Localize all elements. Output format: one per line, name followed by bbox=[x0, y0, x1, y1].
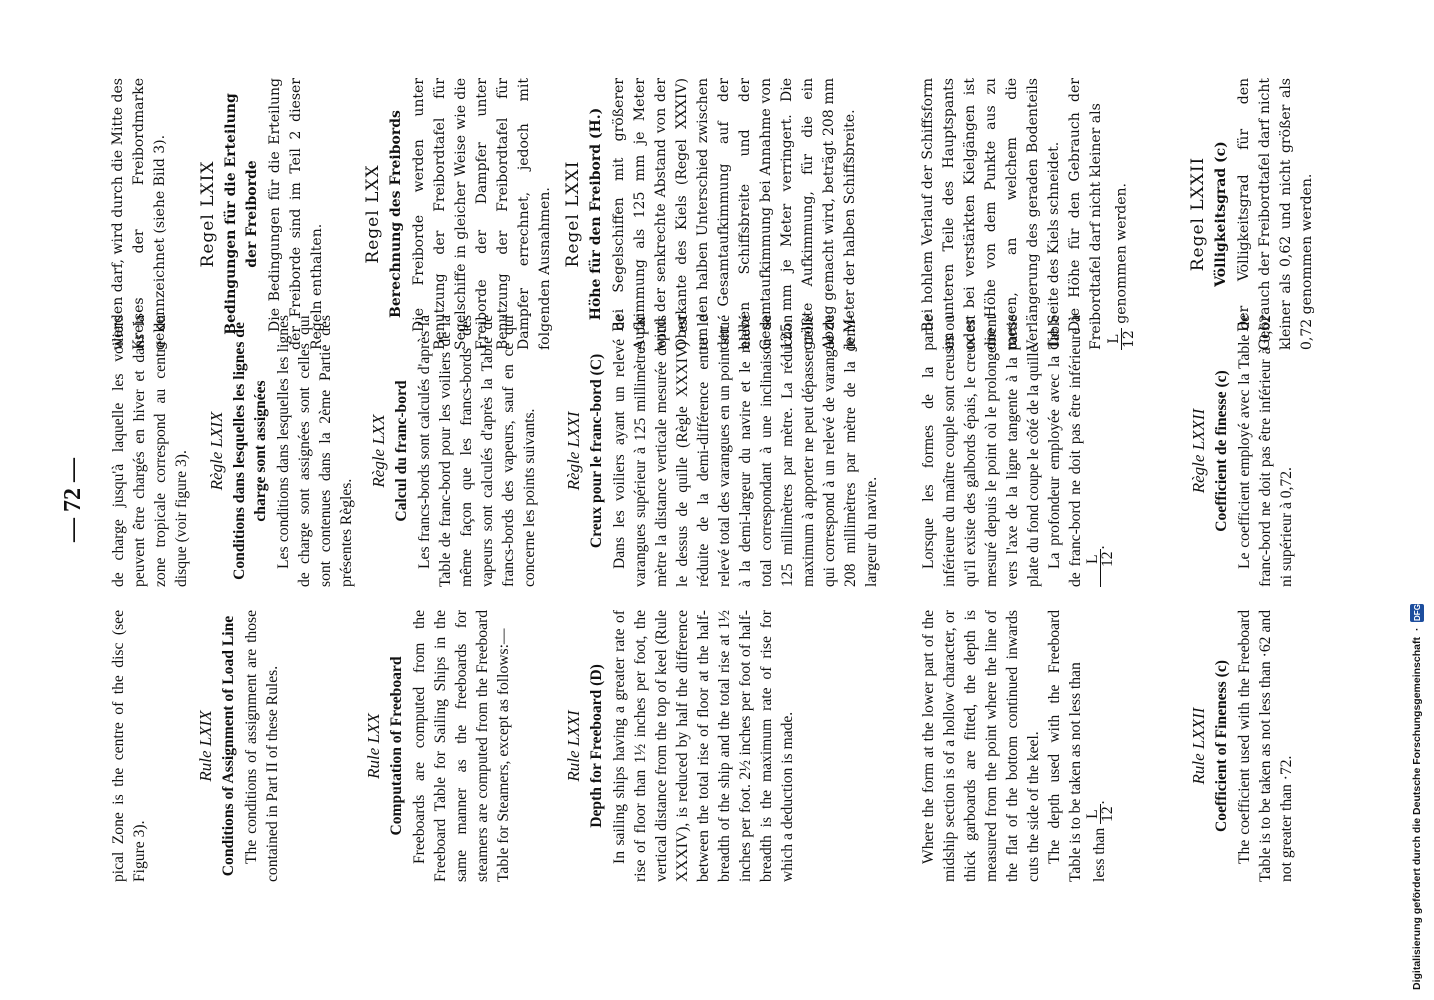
dfg-credit-inner bbox=[1404, 10, 1430, 990]
de-rule-70 bbox=[363, 78, 556, 350]
de-r72-heading: Völligkeitsgrad (c) bbox=[1213, 141, 1229, 287]
de-r71-text3: Die Höhe für den Gebrauch der Freibordtafel darf nicht kleiner als bbox=[1067, 78, 1104, 350]
en-frac-den: 12 bbox=[1099, 806, 1116, 822]
de-fraction-line bbox=[1107, 78, 1136, 350]
de-frac-num: L bbox=[1107, 328, 1122, 350]
de-rule-72 bbox=[1188, 78, 1318, 350]
en-r72-label: Rule LXXII bbox=[1189, 707, 1208, 785]
fr-r71-label: Règle LXXI bbox=[564, 411, 583, 491]
fr-intro-block bbox=[108, 315, 192, 587]
fr-r70-heading: Calcul du franc-bord bbox=[393, 380, 410, 522]
en-r69-heading: Conditions of Assignment of Load Line bbox=[220, 615, 237, 877]
en-r72-text: The coefficient used with the Freeboard Table is to be taken as not less than ·62 and not greater than ·72. bbox=[1236, 610, 1295, 882]
fr-r71-text3: La profondeur employée avec la Table de franc-bord ne doit pas être inférieure à L 12 . bbox=[1046, 315, 1116, 587]
de-r69-heading: Bedingungen für die Erteilung der Freiborde bbox=[223, 93, 260, 335]
en-r71-label: Rule LXXI bbox=[564, 710, 583, 782]
en-fraction bbox=[1086, 804, 1115, 824]
de-frac-den: 12 bbox=[1121, 330, 1137, 348]
fr-r71-text: Dans les voiliers ayant un relevé de varangues supérieur à 125 millimètres par mètre la distance verticale mesurée depuis le dessus de quille (Règle XXXIV) est réduite de la demi-différence entre le relevé total des varangues en un point situé à la demi-largeur du navire et le relevé total correspondant à une inclinaison de 125 millimètres par mètre. La réduction maximum à apporter ne peut dépasser celle qui correspond à un relevé de varangue de 208 millimètres par mètre de la demi-largeur du navire. bbox=[611, 315, 880, 587]
en-r70-text: Freeboards are computed from the Freeboard Table for Sailing Ships in the same manner as the freeboards for steamers are computed from the Freeboard Table for Steamers, except as follows:— bbox=[411, 610, 512, 882]
de-r70-label: Regel LXX bbox=[363, 164, 383, 264]
en-r69-text: The conditions of assignment are those contained in Part II of these Rules. bbox=[243, 610, 281, 882]
fr-r72-label: Règle LXXII bbox=[1189, 408, 1208, 494]
en-r71-text: In sailing ships having a greater rate of rise of floor than 1½ inches per foot, the vertical distance from the top of keel (Rule XXXIV), is reduced by half the difference between the total rise of floor at the half-breadth of the ship and the total rise at 1½ inches per foot. 2½ inches per foot of half-breadth is the maximum rate of rise for which a deduction is made. bbox=[611, 610, 796, 882]
fr-r70-label: Règle LXX bbox=[369, 414, 388, 488]
de-r69-text: Die Bedingungen für die Erteilung der Freiborde sind im Teil 2 dieser Regeln enthalten. bbox=[267, 78, 325, 350]
en-r71-text3: The depth used with the Freeboard Table is to be taken as not less than bbox=[1046, 610, 1084, 882]
en-r72-heading: Coefficient of Fineness (c) bbox=[1213, 660, 1230, 832]
en-r70-heading: Computation of Freeboard bbox=[388, 656, 405, 836]
de-rule-71-cont bbox=[918, 78, 1136, 350]
de-intro: werden darf, wird durch die Mitte des Kreises der Freibordmarke gekennzeichnet (siehe Bild 3). bbox=[110, 78, 168, 350]
de-intro-block bbox=[108, 78, 171, 350]
en-r71-fraction-line: less than L 12 . bbox=[1084, 800, 1116, 882]
de-r72-label: Regel LXXII bbox=[1188, 156, 1208, 272]
fr-r71-text3-inner: La profondeur employée avec la Table de franc-bord ne doit pas être inférieure à bbox=[1046, 315, 1084, 587]
en-less-than: less than bbox=[1091, 827, 1109, 882]
de-r71-text: Bei Segelschiffen mit größerer Aufkimmung als 125 mm je Meter wird der senkrechte Abstand von der Oberkante des Kiels (Regel XXXIV) um den halben Unterschied zwischen der Gesamtaufkimmung auf der halben Schiffsbreite und der Gesamtaufkimmung bei Annahme von 125 mm je Meter verringert. Die größte Aufkimmung, für die ein Abzug gemacht wird, beträgt 208 mm je Meter der halben Schiffsbreite. bbox=[611, 78, 858, 350]
de-r71-heading: Höhe für den Freibord (H.) bbox=[588, 107, 604, 321]
fr-intro: de charge jusqu'à laquelle les voiliers peuvent être chargés en hiver et dans la zone tropicale correspond au centre du disque (voir figure 3). bbox=[110, 315, 190, 587]
en-rule-69 bbox=[195, 610, 283, 882]
en-intro-block bbox=[108, 610, 150, 882]
fr-rule-71 bbox=[563, 315, 882, 587]
en-r69-label: Rule LXIX bbox=[196, 710, 215, 782]
dfg-credit-strip bbox=[1404, 10, 1430, 990]
fr-r72-heading: Coefficient de finesse (c) bbox=[1213, 370, 1230, 532]
en-r70-label: Rule LXX bbox=[364, 713, 383, 779]
en-r71-text2: Where the form at the lower part of the midship section is of a hollow character, or thick garboards are fitted, the depth is measured from the point where the line of the flat of the bottom continued inwards cuts the side of the keel. bbox=[920, 610, 1042, 882]
dfg-separator: · bbox=[1411, 627, 1423, 632]
de-r72-text: Der Völligkeitsgrad für den Gebrauch der Freibordtafel darf nicht kleiner als 0,62 und nicht größer als 0,72 genommen werden. bbox=[1236, 78, 1315, 350]
de-r70-heading: Berechnung des Freibords bbox=[388, 110, 404, 318]
de-taken: genommen werden. bbox=[1113, 183, 1130, 324]
de-fraction bbox=[1107, 328, 1136, 350]
fr-r72-text: Le coefficient employé avec la Table de franc-bord ne doit pas être inférieur à 0,62 ni supérieur à 0,72. bbox=[1236, 315, 1295, 587]
en-rule-71-cont bbox=[918, 610, 1115, 882]
dfg-logo-icon: DFG bbox=[1410, 604, 1424, 622]
fr-frac-num: L bbox=[1086, 549, 1101, 587]
de-rule-71 bbox=[563, 78, 861, 350]
dfg-credit-text: Digitalisierung gefördert durch die Deutsche Forschungsgemeinschaft bbox=[1411, 637, 1423, 990]
fr-r69-label: Règle LXIX bbox=[207, 411, 226, 491]
fr-rule-71-cont bbox=[918, 315, 1115, 587]
fr-rule-70 bbox=[368, 315, 540, 587]
page-number: — 72 — bbox=[60, 458, 86, 542]
en-r71-heading: Depth for Freeboard (D) bbox=[588, 664, 605, 828]
de-r71-label: Regel LXXI bbox=[563, 160, 583, 268]
fr-r70-text: Les francs-bords sont calculés d'après la Table de franc-bord pour les voiliers de la même façon que les francs-bords des vapeurs sont calculés d'après la Table de francs-bords des vapeurs, sauf en ce qui concerne les points suivants. bbox=[416, 315, 538, 587]
fr-rule-72 bbox=[1188, 315, 1297, 587]
en-rule-72 bbox=[1188, 610, 1297, 882]
fr-r71-text2: Lorsque les formes de la partie inférieure du maître couple sont creuses ou qu'il existe des galbords épais, le creux est mesuré depuis le point où le prolongement vers l'axe de la ligne tangente à la partie plate du fond coupe le côté de la quille. bbox=[920, 315, 1042, 587]
fr-r69-heading: Conditions dans lesquelles les lignes de charge sont assignées bbox=[231, 322, 269, 580]
de-rule-69 bbox=[198, 78, 328, 350]
fr-rule-69 bbox=[206, 315, 357, 587]
en-frac-num: L bbox=[1086, 804, 1101, 824]
en-rule-70 bbox=[363, 610, 514, 882]
en-intro: pical Zone is the centre of the disc (see Figure 3). bbox=[110, 610, 148, 882]
fr-r69-text: Les conditions dans lesquelles les lignes de charge sont assignées sont celles qui sont contenues dans la 2ème Partie des présentes Règles. bbox=[275, 315, 355, 587]
en-rule-71 bbox=[563, 610, 798, 882]
de-r71-text2: Bei hohlem Verlauf der Schiffsform im unteren Teile des Hauptspants oder bei verstärkten Kielgängen ist die Höhe von dem Punkte aus zu messen, an welchem die Verlängerung des geraden Bodenteils die Seite des Kiels schneidet. bbox=[920, 78, 1062, 350]
fr-r71-heading: Creux pour le franc-bord (C) bbox=[588, 353, 605, 549]
de-r69-label: Regel LXIX bbox=[198, 160, 218, 268]
de-r70-text: Die Freiborde werden unter Benutzung der Freibordtafel für Segelschiffe in gleicher Weise wie die Freiborde der Dampfer unter Benutzung der Freibordtafel für Dampfer errechnet, jedoch mit folgenden Ausnahmen. bbox=[411, 78, 553, 350]
fr-fraction bbox=[1086, 549, 1115, 587]
fr-frac-den: 12 bbox=[1099, 551, 1116, 567]
